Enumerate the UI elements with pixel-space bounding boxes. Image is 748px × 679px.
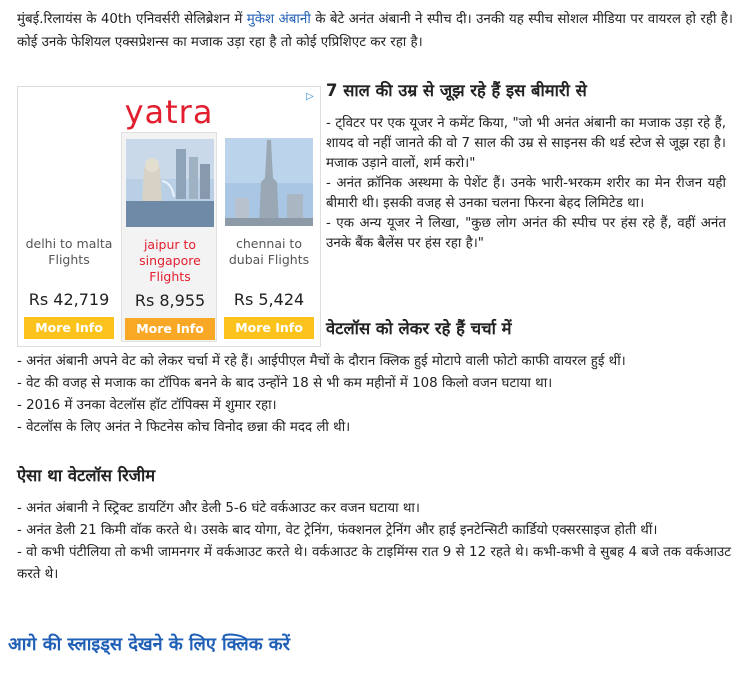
section-heading-weightloss: वेटलॉस को लेकर रहे हैं चर्चा में: [326, 319, 512, 338]
ad-card-city: jaipur to singapore Flights: [139, 237, 201, 284]
illness-point: - ट्विटर पर एक यूजर ने कमेंट किया, "जो भी अनंत अंबानी का मजाक उड़ा रहे हैं, शायद वो नहीं जानते की वो 7 साल की उम्र से साइनस की थर्ड स्टेज से जूझ रहा है। मजाक उड़ाने वालों, शर्म करो।": [326, 116, 726, 171]
more-info-button[interactable]: More Info: [224, 317, 314, 339]
intro-text-after: के बेटे अनंत अंबानी ने स्पीच दी। उनकी यह स्पीच सोशल मीडिया पर वायरल हो रही है। कोई उनके फेशियल एक्सप्रेशन्स का मजाक उड़ा रहा है तो कोई एप्रिशिएट कर रहा है।: [17, 12, 733, 50]
regime-point: - अनंत अंबानी ने स्ट्रिक्ट डायटिंग और डेली 5-6 घंटे वर्कआउट कर वजन घटाया था।: [17, 501, 420, 516]
ad-card-city: delhi to malta Flights: [25, 236, 113, 267]
intro-text-before: मुंबई.रिलायंस के 40th एनिवर्सरी सेलिब्रेशन में: [17, 12, 247, 27]
ad-card-price: Rs 8,955: [134, 291, 206, 310]
ad-card-image-blank: [25, 138, 113, 226]
weightloss-point: - वेटलॉस के लिए अनंत ने फिटनेस कोच विनोद छन्ना की मदद ली थी।: [17, 420, 351, 435]
yatra-logo[interactable]: yatra: [124, 93, 214, 131]
mukesh-ambani-link[interactable]: मुकेश अंबानी: [246, 12, 311, 27]
weightloss-point: - 2016 में उनका वेटलॉस हॉट टॉपिक्स में शुमार रहा।: [17, 398, 277, 413]
intro-paragraph: [17, 8, 733, 54]
adchoices-triangle-icon[interactable]: ▷: [306, 91, 314, 102]
illness-point: - एक अन्य यूजर ने लिखा, "कुछ लोग अनंत की स्पीच पर हंस रहे हैं, वहीं अनंत उनके बैंक बैलेंस पर हंस रहा है।": [326, 216, 726, 251]
ad-card-price: Rs 5,424: [233, 290, 305, 309]
singapore-merlion-image: [126, 139, 214, 227]
ad-card-delhi-malta[interactable]: [21, 132, 117, 342]
section-heading-regime: ऐसा था वेटलॉस रिजीम: [17, 466, 156, 485]
section-regime-body: [17, 498, 731, 586]
dubai-burj-khalifa-image: [225, 138, 313, 226]
next-slides-link[interactable]: आगे की स्लाइड्स देखने के लिए क्लिक करें: [8, 634, 290, 655]
more-info-button[interactable]: More Info: [125, 318, 215, 340]
section-weightloss-body: [17, 351, 733, 439]
regime-point: - अनंत डेली 21 किमी वॉक करते थे। उसके बाद योगा, वेट ट्रेनिंग, फंक्शनल ट्रेनिंग और हाई इनटेन्सिटी कार्डियो एक्सरसाइज होती थीं।: [17, 523, 658, 538]
more-info-button[interactable]: More Info: [24, 317, 114, 339]
ad-card-chennai-dubai[interactable]: [221, 132, 317, 342]
illness-point: - अनंत क्रॉनिक अस्थमा के पेशेंट हैं। उनके भारी-भरकम शरीर का मेन रीजन यही बीमारी थी। इसकी वजह से उनका चलना फिरना बेहद लिमिटेड था।: [326, 176, 726, 211]
ad-card-price: Rs 42,719: [28, 290, 110, 309]
ad-card-jaipur-singapore[interactable]: [121, 132, 217, 342]
weightloss-point: - अनंत अंबानी अपने वेट को लेकर चर्चा में रहे हैं। आईपीएल मैचों के दौरान क्लिक हुई मोटापे वाली फोटो काफी वायरल हुई थीं।: [17, 354, 626, 369]
regime-point: - वो कभी पंटीलिया तो कभी जामनगर में वर्कआउट करते थे। वर्कआउट के टाइमिंग्स रात 9 से 12 रहते थे। कभी-कभी वे सुबह 4 बजे तक वर्कआउट करते थे।: [17, 545, 731, 582]
yatra-ad[interactable]: [17, 86, 321, 347]
weightloss-point: - वेट की वजह से मजाक का टॉपिक बनने के बाद उन्होंने 18 से भी कम महीनों में 108 किलो वजन घटाया था।: [17, 376, 553, 391]
ad-card-city: chennai to dubai Flights: [228, 236, 310, 267]
section-illness-body: [326, 114, 726, 254]
section-heading-illness: 7 साल की उम्र से जूझ रहे हैं इस बीमारी से: [326, 81, 587, 100]
